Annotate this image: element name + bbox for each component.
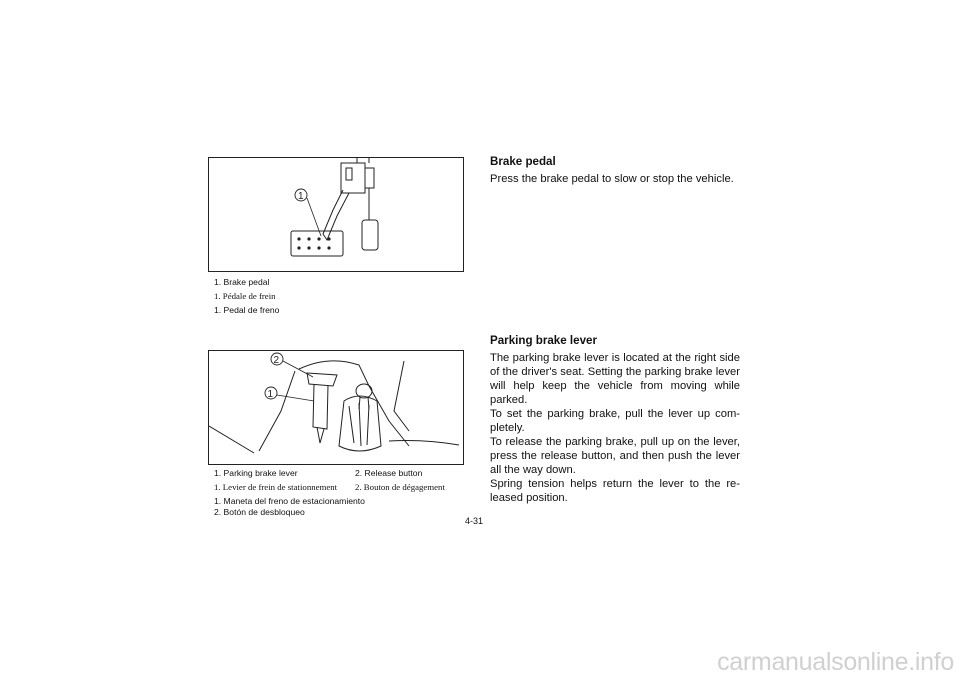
paragraph-parking-3: To release the parking brake, pull up on the lever, press the release button, and then push the lever all the way down. — [490, 436, 740, 476]
caption-fr-lever: 1. Levier de frein de stationnement — [214, 482, 338, 492]
caption-fr: 1. Pédale de frein — [214, 291, 276, 301]
figure1-captions — [214, 277, 279, 316]
section-heading-parking-brake: Parking brake lever — [490, 334, 597, 347]
caption-en-button: 2. Release button — [355, 468, 423, 478]
page-number: 4-31 — [465, 516, 484, 526]
paragraph-parking-1: The parking brake lever is located at the right side of the driver's seat. Setting the parking brake lever will help keep the vehicle from moving while parked. — [490, 352, 740, 406]
paragraph-parking-4: Spring tension helps return the lever to the re-leased position. — [490, 478, 740, 504]
watermark-link[interactable]: carmanualsonline.info — [717, 648, 954, 676]
caption-en-lever: 1. Parking brake lever — [214, 468, 298, 478]
figure2-captions-left — [214, 468, 374, 518]
paragraph-parking-2: To set the parking brake, pull the lever up com-pletely. — [490, 408, 740, 434]
callout-1: 1 — [298, 191, 304, 202]
caption-es-button: 2. Botón de desbloqueo — [214, 507, 305, 517]
caption-es: 1. Pedal de freno — [214, 305, 280, 315]
callout-1b: 1 — [267, 389, 274, 400]
paragraph-brake-pedal: Press the brake pedal to slow or stop the vehicle. — [490, 173, 734, 185]
section-heading-brake-pedal: Brake pedal — [490, 155, 556, 168]
caption-en: 1. Brake pedal — [214, 277, 270, 287]
brake-pedal-illustration — [209, 158, 463, 271]
parking-brake-figure — [208, 350, 464, 465]
parking-brake-illustration — [209, 351, 463, 464]
caption-es-lever: 1. Maneta del freno de estacionamiento — [214, 496, 365, 506]
callout-2: 2 — [273, 355, 280, 366]
caption-fr-button: 2. Bouton de dégagement — [355, 482, 445, 492]
figure2-captions-right — [355, 468, 445, 493]
brake-pedal-figure — [208, 157, 464, 272]
